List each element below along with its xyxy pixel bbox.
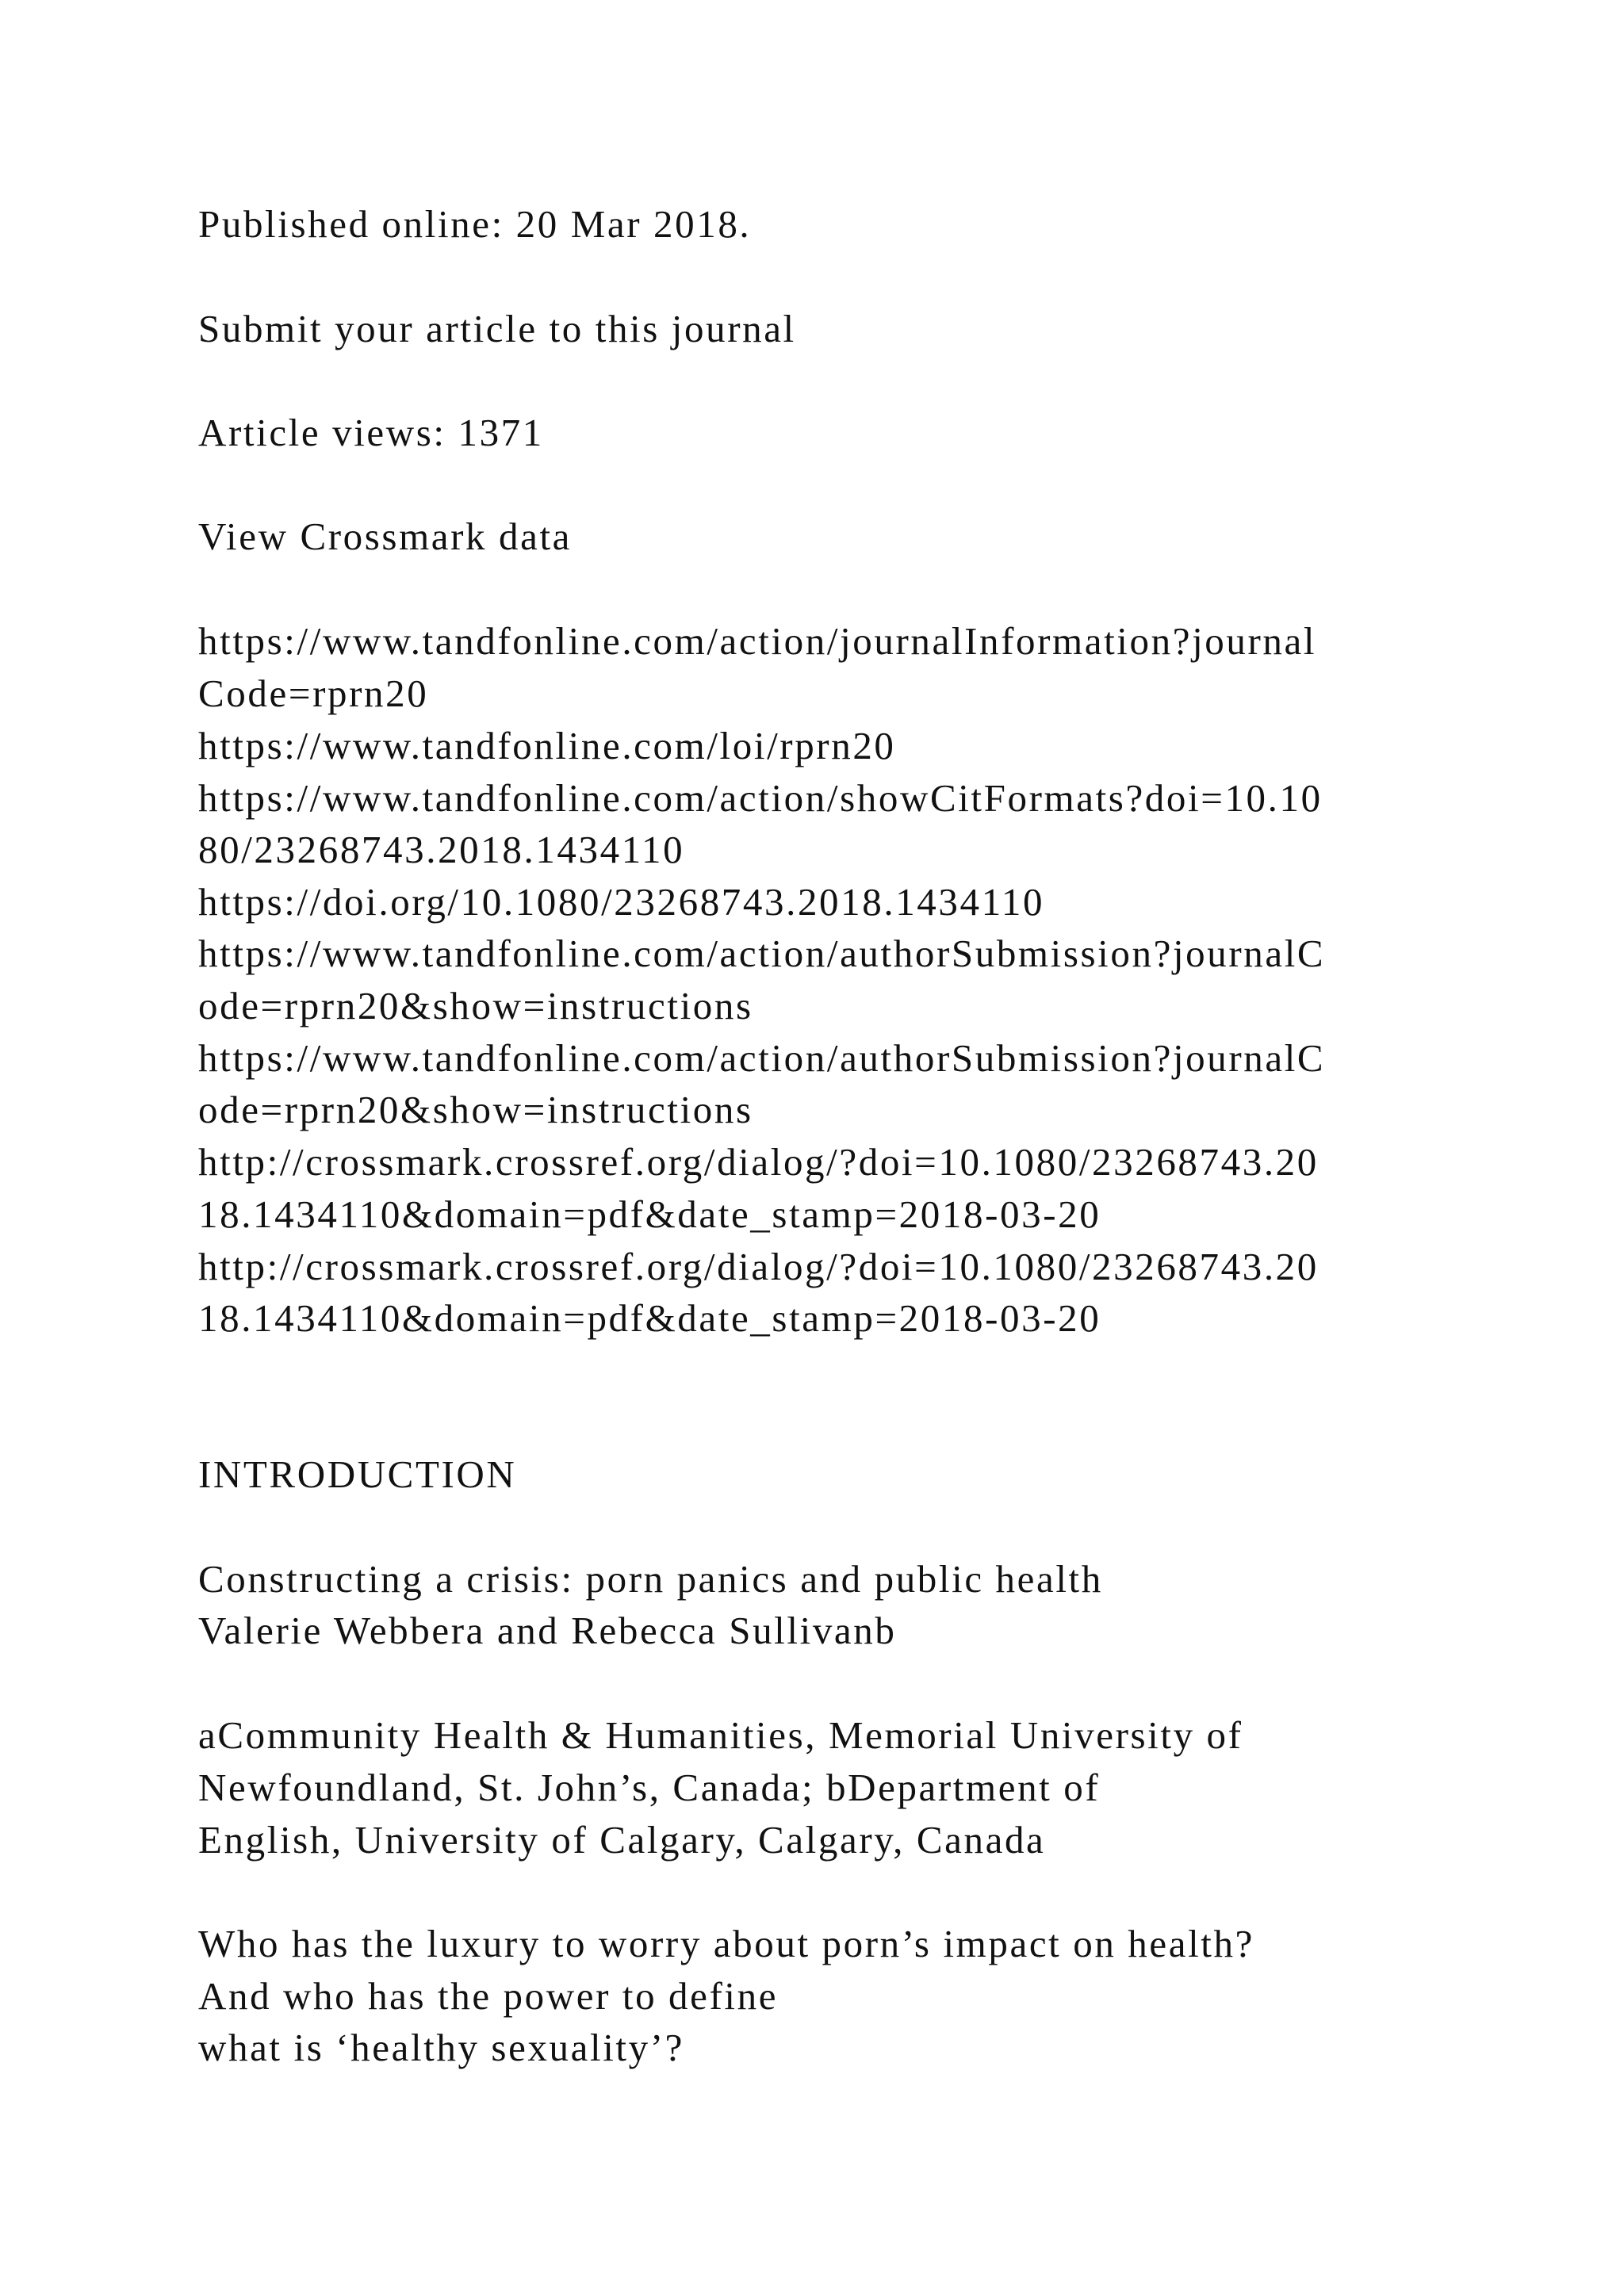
author-submission-url[interactable]: https://www.tandfonline.com/action/authorSubmission?journalC	[198, 932, 1326, 975]
section-heading: INTRODUCTION	[198, 1452, 517, 1496]
crossmark-url-2-cont[interactable]: 18.1434110&domain=pdf&date_stamp=2018-03-20	[198, 1296, 1101, 1340]
published-date: Published online: 20 Mar 2018.	[198, 202, 752, 246]
document-page	[198, 0, 1546, 2296]
citation-formats-url-cont[interactable]: 80/23268743.2018.1434110	[198, 828, 685, 871]
journal-info-url-cont[interactable]: Code=rprn20	[198, 672, 429, 715]
author-submission-url-cont[interactable]: ode=rprn20&show=instructions	[198, 984, 753, 1027]
article-authors: Valerie Webbera and Rebecca Sullivanb	[198, 1609, 897, 1652]
journal-loi-url[interactable]: https://www.tandfonline.com/loi/rprn20	[198, 724, 896, 767]
intro-line: what is ‘healthy sexuality’?	[198, 2026, 684, 2069]
author-submission-url-2-cont[interactable]: ode=rprn20&show=instructions	[198, 1088, 753, 1131]
article-views: Article views: 1371	[198, 411, 544, 454]
article-title: Constructing a crisis: porn panics and public health	[198, 1557, 1103, 1601]
journal-info-url[interactable]: https://www.tandfonline.com/action/journalInformation?journal	[198, 619, 1317, 663]
crossmark-url[interactable]: http://crossmark.crossref.org/dialog/?doi=10.1080/23268743.20	[198, 1140, 1319, 1184]
author-submission-url-2[interactable]: https://www.tandfonline.com/action/authorSubmission?journalC	[198, 1036, 1326, 1080]
doi-url[interactable]: https://doi.org/10.1080/23268743.2018.1434110	[198, 880, 1045, 924]
affiliation-line: Newfoundland, St. John’s, Canada; bDepartment of	[198, 1766, 1101, 1809]
affiliation-line: English, University of Calgary, Calgary, Canada	[198, 1818, 1046, 1862]
intro-line: And who has the power to define	[198, 1974, 779, 2018]
crossmark-url-2[interactable]: http://crossmark.crossref.org/dialog/?doi=10.1080/23268743.20	[198, 1245, 1319, 1288]
citation-formats-url[interactable]: https://www.tandfonline.com/action/showCitFormats?doi=10.10	[198, 776, 1323, 820]
affiliation-line: aCommunity Health & Humanities, Memorial University of	[198, 1713, 1243, 1757]
intro-line: Who has the luxury to worry about porn’s impact on health?	[198, 1922, 1254, 1965]
submit-article-link[interactable]: Submit your article to this journal	[198, 307, 796, 350]
crossmark-link[interactable]: View Crossmark data	[198, 515, 573, 558]
crossmark-url-cont[interactable]: 18.1434110&domain=pdf&date_stamp=2018-03-20	[198, 1192, 1101, 1236]
